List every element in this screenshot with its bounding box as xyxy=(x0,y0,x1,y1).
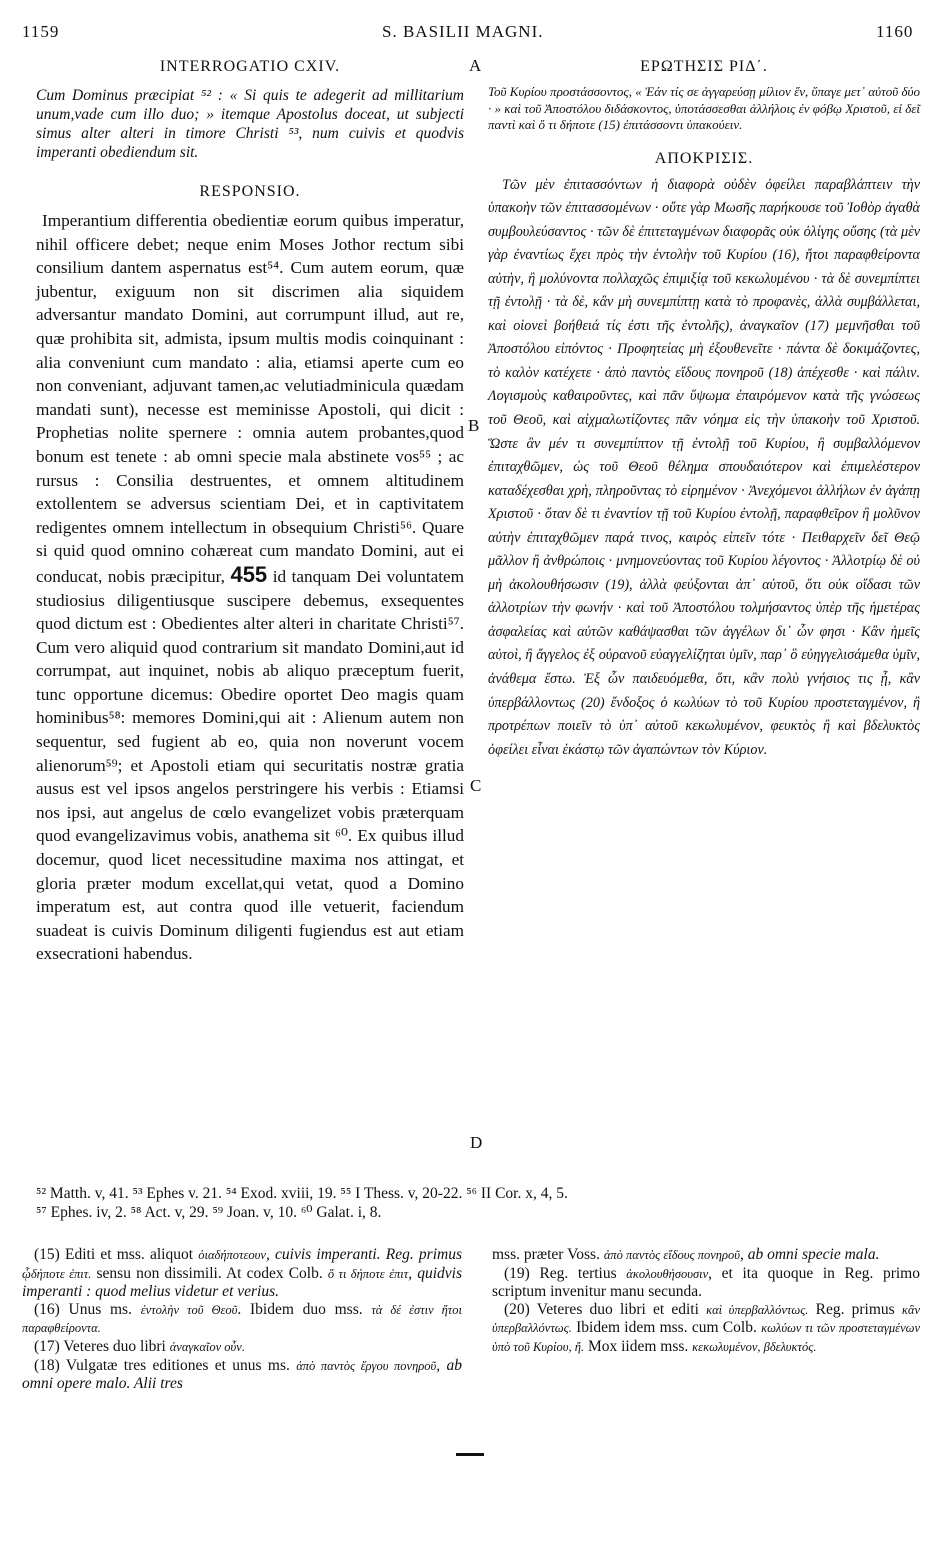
page-number-right: 1160 xyxy=(876,22,914,41)
note-16: (16) Unus ms. ἐντολὴν τοῦ Θεοῦ. Ibidem duo mss. τὰ δέ ἐστιν ἤτοι παραφθείροντα. xyxy=(22,1300,463,1336)
greek-question: Τοῦ Κυρίου προστάσσοντος, « Ἐάν τίς σε ἀγγαρεύσῃ μίλιον ἕν, ὕπαγε μετ᾽ αὐτοῦ δύο · » καὶ τοῦ Ἀποστόλου διδάσκοντος, ὑποτάσσεσθαι ἀλλήλοις ἐν φόβῳ Χριστοῦ, εἰ δεῖ παντὶ καὶ ὅ τι δήποτε (15) ἐπιτάσσοντι ὑπακούειν. xyxy=(488,84,920,132)
note-15: (15) Editi et mss. aliquot ὁιαδήποτεουν, cuivis imperanti. Reg. primus ᾧδήποτε ἐπιτ. sensu non dissimili. At codex Colb. ὅ τι δήποτε ἐπιτ, quidvis imperanti : quod melius videtur et verius. xyxy=(22,1246,462,1301)
greek-response-title: ΑΠΟΚΡΙΣΙΣ. xyxy=(654,149,754,167)
greek-column xyxy=(488,58,920,762)
latin-column xyxy=(36,58,464,966)
notes-right xyxy=(492,1246,920,1357)
note-20: (20) Veteres duo libri et editi καὶ ὑπερβαλλόντως. Reg. primus κἂν ὑπερβαλλόντως. Ibidem idem mss. cum Colb. κωλύων τι τῶν προστεταγμένων ὑπὸ τοῦ Κυρίου, ἤ. Mox iidem mss. κεκωλυμένον, βδελυκτός. xyxy=(492,1300,920,1355)
latin-question: Cum Dominus præcipiat ⁵² : « Si quis te adegerit ad millitarium unum,vade cum illo duo; » itemque Apostolus doceat, ut subjecti simus alter alteri in timore Christi ⁵³, num cuivis et quodvis imperanti obediendum sit. xyxy=(36,87,464,161)
page-number-left: 1159 xyxy=(22,22,60,41)
margin-letter-d: D xyxy=(470,1133,483,1152)
note-17: (17) Veteres duo libri ἀναγκαῖον οὖν. xyxy=(34,1337,245,1355)
note-18-continued: mss. præter Voss. ἀπὸ παντὸς εἴδους πονηροῦ, ab omni specie mala. xyxy=(492,1246,880,1263)
scripture-references xyxy=(36,1184,920,1222)
latin-body-part-2: id tanquam Dei voluntatem studiosius diligentiusque suscipere debemus, exsequentes quod dictum est : Obedientes alter alteri in charitate Christi⁵⁷. Cum vero aliquid quod contrarium sit mandato Domini,aut id corrumpat, aut inquinet, nobis ab aliquo præceptum fuerit, tunc opportune dicemus: Obedire oportet Deo magis quam hominibus⁵⁸: memores Domini,qui ait : Alienum autem non sequentur, sed fugient ab eo, quia non noverunt vocem alienorum⁵⁹; et Apostoli etiam qui securitatis nostræ gratia ausus est vel ipsos angelos perstringere his verbis : Etiamsi nos ipsi, aut angelus de cœlo evangelizet vobis præterquam quod evangelizavimus vobis, anathema sit ⁶⁰. Ex quibus illud docemur, quod licet necessitudine maxima nos attingat, et gloria præter modum excellat,qui vetat, quod a Domino imperatum est, aut contra quod ille vetuerit, faciendum suadeat is cuivis Dominum diligenti fugiendus est aut etiam exsecrationi habendus. xyxy=(36,566,465,964)
latin-response-body xyxy=(36,209,464,966)
latin-title: INTERROGATIO CXIV. xyxy=(159,58,341,75)
latin-body-part-1: Imperantium differentia obedientiæ eorum quibus imperatur, nihil officere debet; neque enim Moses Jothor rectum sibi consilium dantem aspernatus est⁵⁴. Cum autem eorum, quæ jubentur, exiguum non sit discrimen alia siquidem adversantur mandato Domini, aut corrumpunt illud, aut re, quæ prohibita sit, admista, ipsum multis modis coinquinant : alia conveniunt cum mandato : alia, etiamsi aperte cum eo non conveniant, adjuvant tamen,ac velutiadminicula quædam mandati sunt), necesse est meminisse Apostoli, qui dicit : Prophetias nolite spernere : omnia autem probantes,quod bonum est tenete : ab omni specie mala abstinete vos⁵⁵ ; ac rursus : Consilia destruentes, et omnem altitudinem extollentem se adversus scientiam Dei, et in captivitatem redigentes omnem intellectum in obsequium Christi⁵⁶. Quare si quid quod omnino cohæreat cum mandato Domini, aut ei conducat, nobis præcipitur, xyxy=(36,211,464,586)
running-title: S. BASILII MAGNI. xyxy=(382,22,544,41)
margin-letter-c: C xyxy=(470,776,482,795)
note-19: (19) Reg. tertius ἀκολουθήσουσιν, et ita quoque in Reg. primo scriptum invenitur manu secunda. xyxy=(492,1264,920,1301)
greek-response-body: Τῶν μὲν ἐπιτασσόντων ἡ διαφορὰ οὐδὲν ὀφείλει παραβλάπτειν τὴν ὑπακοὴν τῶν ἐπιτασσομένων · οὔτε γὰρ Μωσῆς παρήκουσε τοῦ Ἰοθὸρ ἀγαθὰ συμβουλεύσαντος · τῶν δὲ ἐπιτεταγμένων διαφορᾶς οὐκ ὀλίγης οὔσης (τὰ μὲν γὰρ ἐναντίως ἔχει πρὸς τὴν ἐντολὴν τοῦ Κυρίου (16), ἤτοι παραφθείροντα αὐτὴν, ἢ μολύνοντα πολλαχῶς ἐπιμιξίᾳ τοῦ κεκωλυμένου · τὰ δὲ συνεμπίπτει τῇ ἐντολῇ · τὰ δὲ, κἂν μὴ συνεμπίπτῃ κατὰ τὸ προφανὲς, ἀλλὰ συμβάλλεται, καὶ οἱονεὶ βοήθειά τίς ἐστι τῆς ἐντολῆς), ἀναγκαῖον (17) μεμνῆσθαι τοῦ Ἀποστόλου εἰπόντος · Προφητείας μὴ ἐξουθενεῖτε · πάντα δὲ δοκιμάζοντες, τὸ καλὸν κατέχετε · ἀπὸ παντὸς εἴδους πονηροῦ (18) ἀπέχεσθε · καὶ πάλιν. Λογισμοὺς καθαιροῦντες, καὶ πᾶν ὕψωμα ἐπαιρόμενον κατὰ τῆς γνώσεως τοῦ Θεοῦ, καὶ αἰχμαλωτίζοντες πᾶν νόημα εἰς τὴν ὑπακοὴν τοῦ Χριστοῦ. Ὥστε ἂν μέν τι συνεμπίπτον τῇ ἐντολῇ τοῦ Κυρίου, ἢ συμβαλλόμενον ἐπιταχθῶμεν, ὡς τοῦ Θεοῦ θέλημα σπουδαιότερον καὶ ἐπιμελέστερον καταδέχεσθαι χρὴ, πληροῦντας τὸ εἰρημένον · Ἀνεχόμενοι ἀλλήλων ἐν ἀγάπῃ Χριστοῦ · ὅταν δὲ τι ἐναντίον τῇ τοῦ Κυρίου ἐντολῇ, παραφθεῖρον ἢ μολῦνον αὐτὴν ἐπιταχθῶμεν παρά τινος, καιρὸς εἰπεῖν τότε · Πειθαρχεῖν δεῖ Θεῷ μᾶλλον ἢ ἀνθρώποις · μνημονεύοντας τοῦ Κυρίου λέγοντος · Ἀλλοτρίῳ δὲ οὐ μὴ ἀκολουθήσωσιν (19), ἀλλὰ φεύξονται ἀπ᾽ αὐτοῦ, ὅτι οὐκ οἴδασι τῶν ἀλλοτρίων τὴν φωνήν · καὶ τοῦ Ἀποστόλου τολμήσαντος ὑπὲρ τῆς ἡμετέρας ἀσφαλείας καὶ αὐτῶν καθάψασθαι τῶν ἀγγέλων δι᾽ ὧν φησι · Κἂν ἡμεῖς αὐτοὶ, ἢ ἄγγελος ἐξ οὐρανοῦ εὐαγγελίζηται ὑμῖν, παρ᾽ ὃ εὐηγγελισάμεθα ὑμῖν, ἀνάθεμα ἔστω. Ἐξ ὧν παιδευόμεθα, ὅτι, κἂν πολὺ γνήσιος τις ᾖ, κἂν ὑπερβάλλοντως (20) ἔνδοξος ὁ κωλύων τὸ τοῦ Κυρίου προστεταγμένον, ἢ προτρέπων ποιεῖν τὸ ὑπ᾽ αὐτοῦ κεκωλυμένον, φευκτὸς ἢ καὶ βδελυκτὸς ὀφείλει εἶναι ἑκάστῳ τῶν ἀγαπώντων τὸν Κύριον. xyxy=(488,176,920,758)
scripture-refs-line-1: ⁵² Matth. v, 41. ⁵³ Ephes v. 21. ⁵⁴ Exod. xviii, 19. ⁵⁵ I Thess. v, 20-22. ⁵⁶ II Cor. x, 4, 5. xyxy=(36,1185,568,1202)
greek-title: ΕΡΩΤΗΣΙΣ ΡΙΔ΄. xyxy=(640,58,768,75)
margin-letter-b: B xyxy=(468,416,480,435)
margin-letter-a: A xyxy=(469,56,482,75)
bottom-rule xyxy=(456,1453,484,1456)
scripture-refs-line-2: ⁵⁷ Ephes. iv, 2. ⁵⁸ Act. v, 29. ⁵⁹ Joan. v, 10. ⁶⁰ Galat. i, 8. xyxy=(36,1204,382,1221)
latin-response-title: RESPONSIO. xyxy=(199,183,301,200)
notes-left xyxy=(22,1246,462,1393)
column-number: 455 xyxy=(230,561,268,587)
note-18: (18) Vulgatæ tres editiones et unus ms. ἀπὸ παντὸς ἔργου πονηροῦ, ab omni opere malo. Alii tres xyxy=(22,1356,463,1393)
